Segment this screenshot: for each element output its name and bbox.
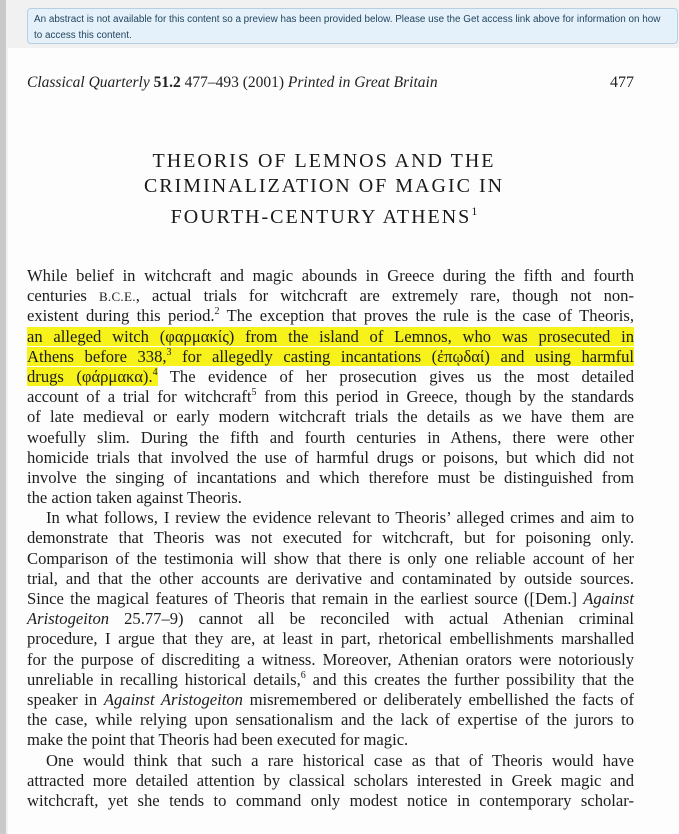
printed-in: Printed in Great Britain <box>287 74 438 91</box>
body-line-2: centuries B.C.E., actual trials for witchcraft are extremely rare, though not non- <box>27 286 634 306</box>
body-line-1: While belief in witchcraft and magic abounds in Greece during the fifth and fourth <box>27 266 634 285</box>
citation-line <box>27 74 438 92</box>
body-line-24: make the point that Theoris had been executed for magic. <box>27 730 409 750</box>
body-line-25: One would think that such a rare historical case as that of Theoris would have <box>46 750 634 770</box>
body-line-19: procedure, I argue that they are, at least in part, rhetorical embellishments marshalled <box>27 629 634 649</box>
body-line-12: the action taken against Theoris. <box>27 488 242 508</box>
body-line-27: witchcraft, yet she tends to command only modest notice in contemporary scholar- <box>27 790 634 810</box>
notice-text: An abstract is not available for this content so a preview has been provided below. Please use the Get access link above for information on how to access this content. <box>34 14 661 41</box>
body-line-5 <box>27 347 634 367</box>
journal-name: Classical Quarterly <box>27 74 150 91</box>
highlighted-text: Athens before 338,$^3$ for allegedly casting incantations (ἐπῳδαί) and using harmful <box>27 346 634 366</box>
highlighted-text: an alleged witch (φαρμακίς) from the island of Lemnos, who was prosecuted in <box>27 326 634 346</box>
body-line-18: Aristogeiton 25.77–9) cannot all be reconciled with actual Athenian criminal <box>27 609 634 629</box>
article-page-preview <box>8 48 679 834</box>
publication-year: (2001) <box>242 74 285 91</box>
article-title <box>8 149 640 230</box>
page-number: 477 <box>610 74 634 91</box>
body-line-11: involve the singing of incantations and which therefore must be distinguished from <box>27 467 634 487</box>
body-line-17: Since the magical features of Theoris that remain in the earliest source ([Dem.] Against <box>27 589 634 608</box>
body-line-21: unreliable in recalling historical details,$^6$ and this creates the further possibility that the <box>27 669 634 689</box>
left-scroll-gutter <box>0 0 6 834</box>
volume-issue: 51.2 <box>153 74 181 91</box>
body-line-13: In what follows, I review the evidence relevant to Theoris’ alleged crimes and aim to <box>46 508 634 528</box>
body-line-15: Comparison of the testimonia will show that there is only one reliable account of her <box>27 548 634 568</box>
title-line-2: CRIMINALIZATION OF MAGIC IN <box>143 175 505 197</box>
body-line-10: homicide trials that involved the use of harmful drugs or poisons, but which did not <box>27 447 634 467</box>
title-line-1: THEORIS OF LEMNOS AND THE <box>152 150 496 172</box>
body-line-14: demonstrate that Theoris was not executed for witchcraft, but for poisoning only. <box>27 528 634 548</box>
body-line-20: for the purpose of discrediting a witness. Moreover, Athenian orators were notoriously <box>27 649 634 669</box>
body-line-9: woefully slim. During the fifth and fourth centuries in Athens, there were other <box>27 427 634 447</box>
abstract-unavailable-notice <box>27 8 678 44</box>
body-line-22: speaker in Against Aristogeiton misremembered or deliberately embellished the facts of <box>27 689 634 709</box>
body-line-23: the case, while relying upon sensationalism and the lack of expertise of the jurors to <box>27 710 634 730</box>
body-line-4 <box>27 327 634 347</box>
body-line-8: of late medieval or early modern witchcraft trials the details as we have them are <box>27 407 634 427</box>
title-footnote-marker: 1 <box>471 204 478 218</box>
article-body <box>27 266 634 811</box>
body-line-26: attracted more detailed attention by classical scholars interested in Greek magic and <box>27 770 634 790</box>
body-line-7: account of a trial for witchcraft$^5$ from this period in Greece, though by the standards <box>27 387 634 407</box>
page-range: 477–493 <box>184 74 239 91</box>
title-line-3: FOURTH-CENTURY ATHENS$^1$ <box>170 204 478 228</box>
highlighted-text: drugs (φάρμακα).$^4$ <box>27 366 158 386</box>
body-line-6: drugs (φάρμακα).$^4$ The evidence of her prosecution gives us the most detailed <box>27 366 634 386</box>
body-line-3: existent during this period.$^2$ The exception that proves the rule is the case of Theoris, <box>27 306 634 326</box>
body-line-16: trial, and that the other accounts are derivative and contaminated by outside sources. <box>27 568 634 588</box>
